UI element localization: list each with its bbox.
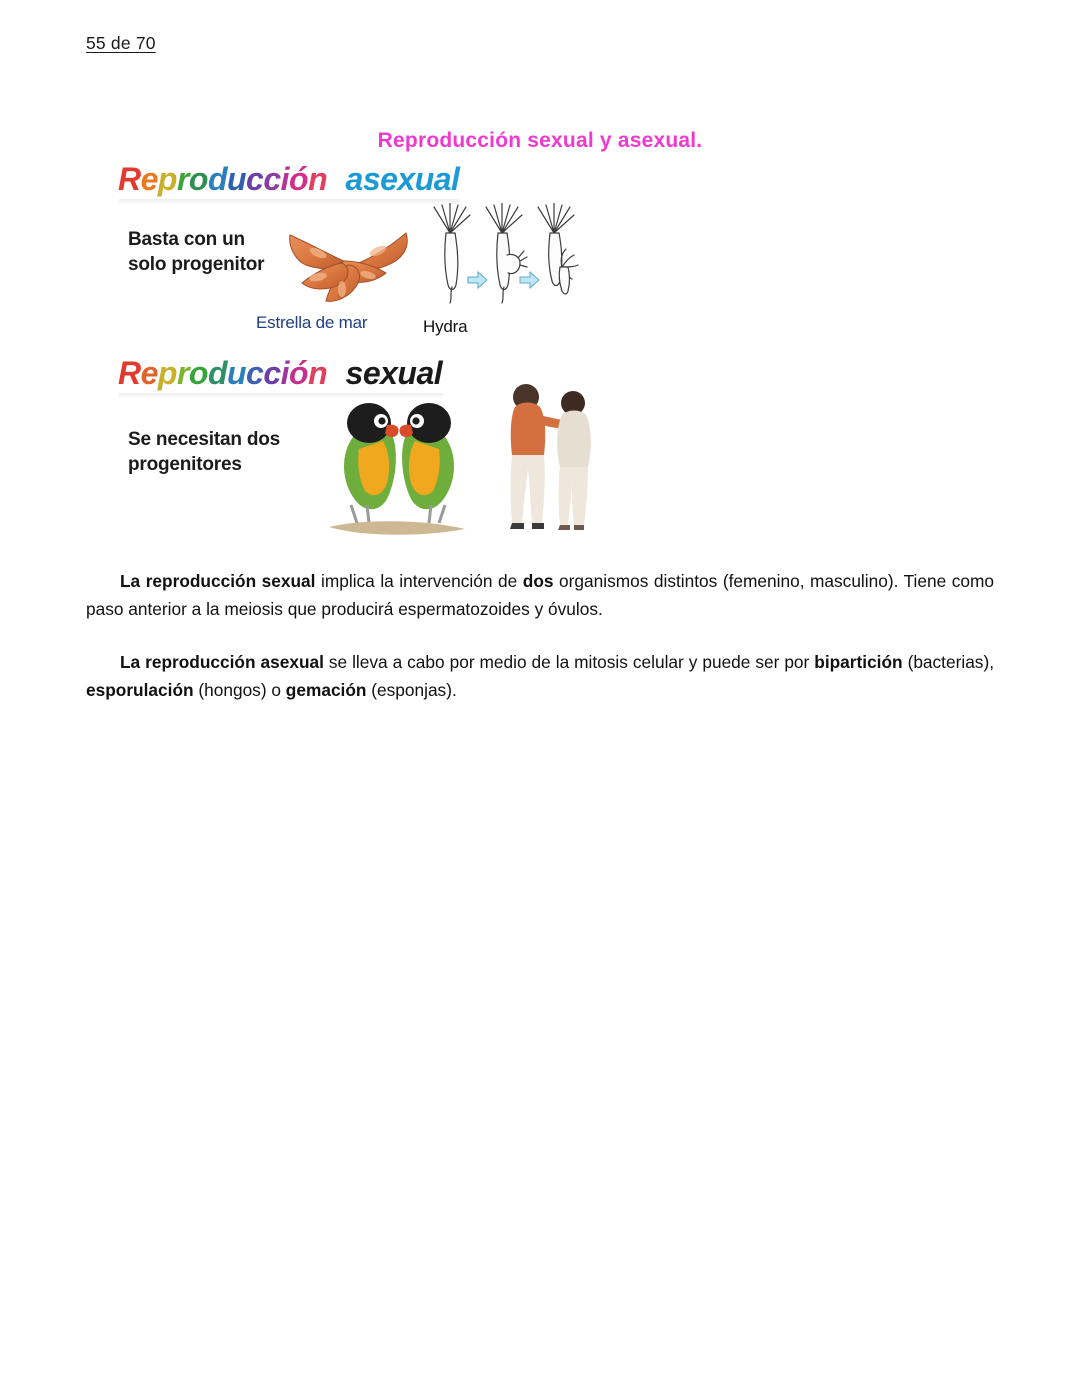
sexual-banner-word1: Reproducción [118, 355, 328, 391]
paragraph-sexual-text-b: organismos distintos (femenino, masculino). Tiene como paso anterior a la meiosis que producirá espermatozoides y óvulos. [86, 571, 994, 619]
couple-illustration [488, 377, 613, 537]
paragraph-asexual [86, 649, 994, 704]
paragraph-asexual-bold-a: bipartición [814, 652, 903, 673]
paragraph-asexual-text-b: (bacterias), [902, 652, 995, 673]
reproduction-figure [118, 155, 618, 545]
paragraph-asexual-lead: La reproducción asexual [120, 652, 324, 673]
paragraph-asexual-text-a: se lleva a cabo por medio de la mitosis celular y puede ser por [323, 652, 815, 673]
paragraph-asexual-text-d: (esponjas). [366, 679, 457, 700]
paragraph-sexual [86, 568, 994, 623]
paragraph-sexual-bold-a: dos [522, 571, 554, 592]
starfish-label: Estrella de mar [256, 313, 368, 332]
paragraph-sexual-lead: La reproducción sexual [120, 571, 316, 592]
banner-shadow [117, 199, 461, 205]
lovebirds-illustration [323, 387, 473, 542]
page-number: 55 de 70 [86, 33, 156, 53]
sexual-caption: Se necesitan dos progenitores [128, 429, 281, 476]
asexual-banner-word1: Reproducción [118, 161, 328, 197]
asexual-banner-word2: asexual [345, 161, 460, 197]
asexual-banner [118, 161, 459, 203]
hydra-label: Hydra [423, 317, 468, 336]
starfish-illustration [278, 217, 418, 317]
page-title: Reproducción sexual y asexual. [377, 129, 703, 152]
paragraph-asexual-bold-c: gemación [285, 679, 367, 700]
paragraph-asexual-text-c: (hongos) o [193, 679, 286, 700]
paragraph-asexual-bold-b: esporulación [86, 679, 194, 700]
paragraph-sexual-text-a: implica la intervención de [315, 571, 523, 592]
sexual-banner-word2: sexual [345, 355, 443, 391]
asexual-caption: Basta con un solo progenitor [128, 229, 265, 276]
hydra-illustration [418, 203, 598, 323]
